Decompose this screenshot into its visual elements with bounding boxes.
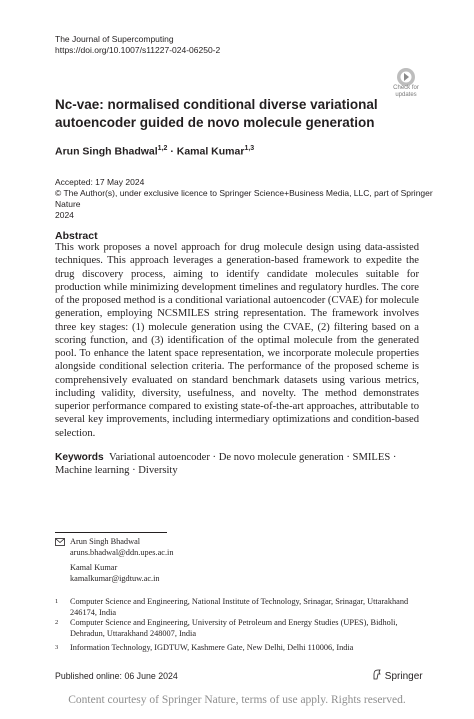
published-date: Published online: 06 June 2024 bbox=[55, 671, 178, 681]
publisher-logo bbox=[372, 669, 423, 682]
author-separator: · bbox=[167, 145, 177, 158]
email-envelope-icon bbox=[55, 538, 65, 546]
abstract-text: This work proposes a novel approach for drug molecule design using data-assisted techniques. This approach leverages a generation-based framework to expedite the drug discovery process, aiming to identify candidate molecules suitable for production while minimizing development timelines and regulatory hurdles. The core of the proposed method is a conditional variational autoencoder (CVAE) for molecule generation, employing NCSMILES string representation. The framework involves three key stages: (1) molecule generation using the CVAE, (2) filtering based on a scoring function, and (3) identification of the optimal molecule from the generated pool. To enhance the latent space representation, we incorporate molecule properties alongside conditional selection criteria. The performance of the proposed scheme is comprehensively evaluated on standard benchmark datasets using various metrics, including validity, diversity, usefulness, and novelty. The method demonstrates superior performance compared to existing state-of-the-art approaches, attributable to several key improvements, including intermediary optimizations and condition-based selection. bbox=[55, 242, 419, 439]
doi-link[interactable]: https://doi.org/10.1007/s11227-024-06250-2 bbox=[55, 45, 221, 55]
affiliation-number: 2 bbox=[55, 619, 59, 626]
affiliation-text: Computer Science and Engineering, National Institute of Technology, Srinagar, Srinagar, Uttarakhand 246174, India bbox=[70, 597, 409, 617]
affiliation-number: 1 bbox=[55, 598, 59, 605]
keywords-list: Variational autoencoder · De novo molecule generation · SMILES · Machine learning · Diversity bbox=[55, 452, 397, 477]
journal-name: The Journal of Supercomputing bbox=[55, 34, 174, 44]
check-for-updates-text: Check for updates bbox=[393, 85, 419, 98]
courtesy-watermark: Content courtesy of Springer Nature, terms of use apply. Rights reserved. bbox=[68, 694, 406, 706]
contact-name: Kamal Kumar bbox=[70, 563, 118, 572]
article-title: Nc-vae: normalised conditional diverse variational autoencoder guided de novo molecule generation bbox=[55, 97, 378, 130]
author-affiliation-ref: 1,3 bbox=[244, 145, 255, 152]
author-list bbox=[55, 145, 254, 158]
author-name: Arun Singh Bhadwal bbox=[55, 145, 158, 158]
affiliation-number: 3 bbox=[55, 644, 59, 651]
accepted-date: Accepted: 17 May 2024 bbox=[55, 177, 145, 187]
keywords-section bbox=[55, 451, 419, 478]
contact-email[interactable]: aruns.bhadwal@ddn.upes.ac.in bbox=[70, 547, 174, 557]
author-affiliation-ref: 1,2 bbox=[157, 145, 168, 152]
contact-name: Arun Singh Bhadwal bbox=[70, 537, 141, 546]
author-name: Kamal Kumar bbox=[176, 145, 245, 158]
contact-email[interactable]: kamalkumar@igdtuw.ac.in bbox=[70, 573, 160, 583]
affiliation-text: Information Technology, IGDTUW, Kashmere Gate, New Delhi, Delhi 110006, India bbox=[70, 643, 354, 652]
springer-horse-icon bbox=[372, 669, 382, 680]
affiliation-text: Computer Science and Engineering, University of Petroleum and Energy Studies (UPES), Bidholi, Dehradun, Uttarakhand 248007, India bbox=[70, 618, 398, 638]
publisher-name: Springer bbox=[384, 671, 423, 682]
abstract-heading: Abstract bbox=[55, 230, 98, 242]
contact-author-1 bbox=[70, 537, 174, 558]
keywords-label: Keywords bbox=[55, 452, 104, 463]
copyright-notice: © The Author(s), under exclusive licence to Springer Science+Business Media, LLC, part of Springer Nature 2024 bbox=[55, 188, 433, 220]
contact-author-2 bbox=[70, 563, 160, 584]
footnote-divider bbox=[55, 532, 167, 533]
